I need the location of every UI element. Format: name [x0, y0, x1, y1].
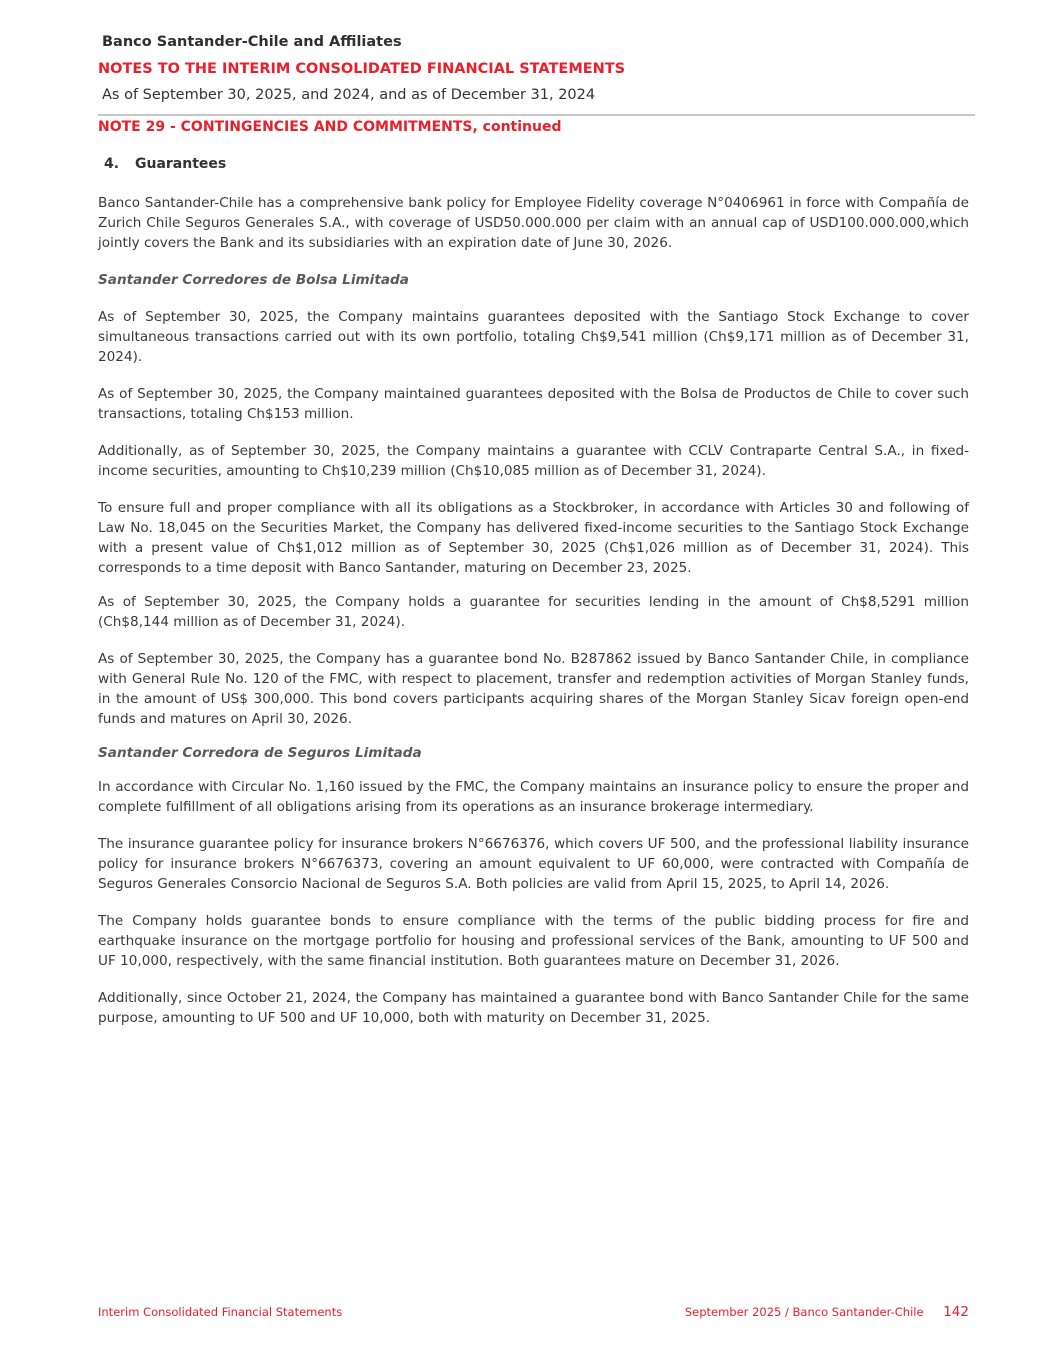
- footer-separator: /: [785, 1305, 789, 1319]
- page-number: 142: [943, 1304, 969, 1320]
- paragraph: Additionally, since October 21, 2024, the Company has maintained a guarantee bond with Banco Santander Chile for the same purpose, amounting to UF 500 and UF 10,000, both with maturity on December 31, 2025.: [98, 990, 969, 1026]
- footer-right: [685, 1304, 969, 1320]
- reporting-period: As of September 30, 2025, and 2024, and as of December 31, 2024: [102, 87, 596, 103]
- paragraph: The Company holds guarantee bonds to ensure compliance with the terms of the public bidding process for fire and earthquake insurance on the mortgage portfolio for housing and professional services of the Bank, amounting to UF 500 and UF 10,000, respectively, with the same financial institution. Both guarantees mature on December 31, 2026.: [98, 913, 969, 969]
- subheading: Santander Corredores de Bolsa Limitada: [98, 272, 409, 288]
- paragraph: Banco Santander-Chile has a comprehensive bank policy for Employee Fidelity coverage N°0406961 in force with Compañía de Zurich Chile Seguros Generales S.A., with coverage of USD50.000.000 per claim with an annual cap of USD100.000.000,which jointly covers the Bank and its subsidiaries with an expiration date of June 30, 2026.: [98, 195, 969, 251]
- section-heading: [104, 156, 226, 172]
- paragraph: The insurance guarantee policy for insurance brokers N°6676376, which covers UF 500, and the professional liability insurance policy for insurance brokers N°6676373, covering an amount equivalent to UF 60,000, were contracted with Compañía de Seguros Generales Consorcio Nacional de Seguros S.A. Both policies are valid from April 15, 2025, to April 14, 2026.: [98, 836, 969, 892]
- paragraph: Additionally, as of September 30, 2025, the Company maintains a guarantee with CCLV Contraparte Central S.A., in fixed-income securities, amounting to Ch$10,239 million (Ch$10,085 million as of December 31, 2024).: [98, 443, 969, 479]
- document-title: NOTES TO THE INTERIM CONSOLIDATED FINANCIAL STATEMENTS: [98, 61, 626, 77]
- section-number: 4.: [104, 156, 120, 172]
- paragraph: As of September 30, 2025, the Company holds a guarantee for securities lending in the amount of Ch$8,5291 million (Ch$8,144 million as of December 31, 2024).: [98, 594, 969, 630]
- footer-document-name: Interim Consolidated Financial Statements: [98, 1305, 343, 1319]
- company-name: Banco Santander-Chile and Affiliates: [102, 34, 402, 50]
- note-title: NOTE 29 - CONTINGENCIES AND COMMITMENTS, continued: [98, 119, 562, 135]
- paragraph: As of September 30, 2025, the Company maintained guarantees deposited with the Bolsa de Productos de Chile to cover such transactions, totaling Ch$153 million.: [98, 386, 969, 422]
- section-title: Guarantees: [135, 156, 227, 172]
- footer-bank-name: Banco Santander-Chile: [792, 1305, 924, 1319]
- paragraph: As of September 30, 2025, the Company has a guarantee bond No. B287862 issued by Banco Santander Chile, in compliance with General Rule No. 120 of the FMC, with respect to placement, transfer and redemption activities of Morgan Stanley funds, in the amount of US$ 300,000. This bond covers participants acquiring shares of the Morgan Stanley Sicav foreign open-end funds and matures on April 30, 2026.: [98, 651, 969, 727]
- header-divider: [98, 114, 975, 116]
- paragraph: As of September 30, 2025, the Company maintains guarantees deposited with the Santiago Stock Exchange to cover simultaneous transactions carried out with its own portfolio, totaling Ch$9,541 million (Ch$9,171 million as of December 31, 2024).: [98, 309, 969, 365]
- paragraph: In accordance with Circular No. 1,160 issued by the FMC, the Company maintains an insurance policy to ensure the proper and complete fulfillment of all obligations arising from its operations as an insurance brokerage intermediary.: [98, 779, 969, 815]
- subheading: Santander Corredora de Seguros Limitada: [98, 745, 422, 761]
- footer-period: September 2025: [684, 1305, 782, 1319]
- document-body: [98, 193, 969, 1028]
- paragraph: To ensure full and proper compliance with all its obligations as a Stockbroker, in accordance with Articles 30 and following of Law No. 18,045 on the Securities Market, the Company has delivered fixed-income securities to the Santiago Stock Exchange with a present value of Ch$1,012 million as of September 30, 2025 (Ch$1,026 million as of December 31, 2024). This corresponds to a time deposit with Banco Santander, maturing on December 23, 2025.: [98, 500, 969, 576]
